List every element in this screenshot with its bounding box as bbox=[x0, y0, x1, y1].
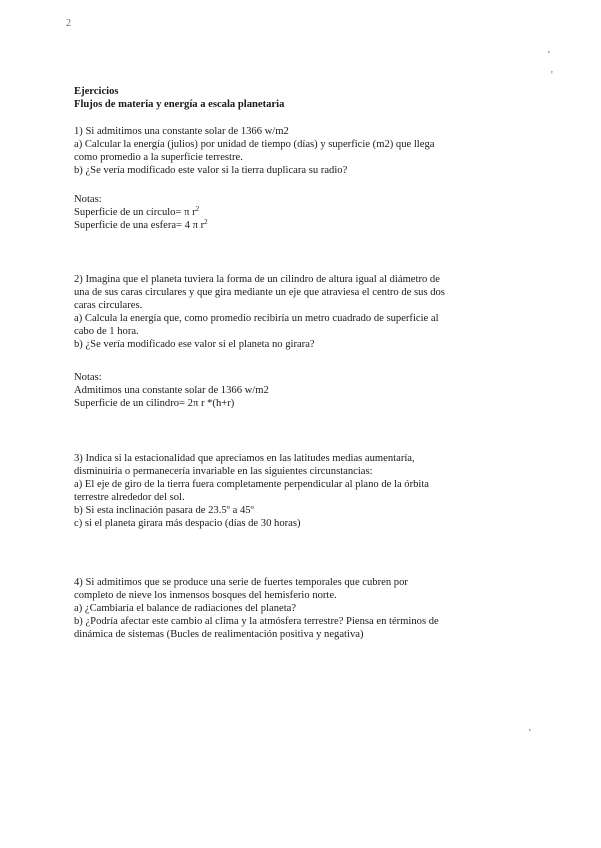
exercise-3 bbox=[74, 452, 514, 530]
note-solar-constant: Admitimos una constante solar de 1366 w/m2 bbox=[74, 385, 269, 396]
exercise-3-line: c) si el planeta girara más despacio (días de 30 horas) bbox=[74, 518, 301, 529]
exercise-2-line: 2) Imagina que el planeta tuviera la forma de un cilindro de altura igual al diámetro de bbox=[74, 274, 440, 285]
scan-speck: ' bbox=[529, 728, 531, 739]
exercise-4 bbox=[74, 576, 514, 641]
exercise-4-line: dinámica de sistemas (Bucles de realimentación positiva y negativa) bbox=[74, 629, 364, 640]
exercise-1-line: a) Calcular la energía (julios) por unidad de tiempo (días) y superficie (m2) que llega bbox=[74, 139, 435, 150]
exercise-2-line: cabo de 1 hora. bbox=[74, 326, 139, 337]
exercise-2-line: a) Calcula la energía que, como promedio recibiría un metro cuadrado de superficie al bbox=[74, 313, 439, 324]
exercise-3-line: terrestre alrededor del sol. bbox=[74, 492, 185, 503]
notes-title: Notas: bbox=[74, 194, 102, 205]
exercise-3-line: disminuiría o permanecería invariable en las siguientes circunstancias: bbox=[74, 466, 373, 477]
exercise-2 bbox=[74, 273, 514, 351]
note-circle-text: Superficie de un círculo= π r bbox=[74, 207, 196, 218]
exercise-3-line: b) Si esta inclinación pasara de 23.5º a 45º bbox=[74, 505, 254, 516]
exercise-2-notes bbox=[74, 371, 514, 410]
page-title: Ejercicios bbox=[74, 86, 119, 97]
exercise-1-line: como promedio a la superficie terrestre. bbox=[74, 152, 243, 163]
exercise-1-line: 1) Si admitimos una constante solar de 1366 w/m2 bbox=[74, 126, 289, 137]
scan-speck: ' bbox=[548, 50, 550, 61]
exercise-1-line: b) ¿Se vería modificado este valor si la tierra duplicara su radio? bbox=[74, 165, 348, 176]
note-sphere-area bbox=[74, 219, 514, 232]
note-cylinder-area: Superficie de un cilindro= 2π r *(h+r) bbox=[74, 398, 235, 409]
exercise-1 bbox=[74, 125, 514, 177]
note-exponent: 2 bbox=[204, 218, 208, 226]
exercise-2-line: b) ¿Se vería modificado ese valor si el planeta no girara? bbox=[74, 339, 315, 350]
exercise-3-line: 3) Indica si la estacionalidad que apreciamos en las latitudes medias aumentaría, bbox=[74, 453, 415, 464]
notes-title: Notas: bbox=[74, 372, 102, 383]
exercise-4-line: a) ¿Cambiaría el balance de radiaciones del planeta? bbox=[74, 603, 297, 614]
note-circle-area bbox=[74, 206, 514, 219]
header bbox=[74, 85, 514, 111]
note-sphere-text: Superficie de una esfera= 4 π r bbox=[74, 220, 205, 231]
exercise-4-line: 4) Si admitimos que se produce una serie de fuertes temporales que cubren por bbox=[74, 577, 408, 588]
exercise-2-line: una de sus caras circulares y que gira mediante un eje que atraviesa el centro de sus dos bbox=[74, 287, 445, 298]
exercise-4-line: b) ¿Podría afectar este cambio al clima y la atmósfera terrestre? Piensa en términos de bbox=[74, 616, 439, 627]
exercise-3-line: a) El eje de giro de la tierra fuera completamente perpendicular al plano de la órbita bbox=[74, 479, 430, 490]
exercise-2-line: caras circulares. bbox=[74, 300, 143, 311]
exercise-1-notes bbox=[74, 193, 514, 232]
scan-speck: ' bbox=[551, 70, 553, 81]
page-subtitle: Flujos de materia y energía a escala planetaria bbox=[74, 99, 285, 110]
note-exponent: 2 bbox=[195, 205, 200, 213]
exercise-4-line: completo de nieve los inmensos bosques del hemisferio norte. bbox=[74, 590, 337, 601]
page-marker: 2 bbox=[66, 18, 71, 29]
